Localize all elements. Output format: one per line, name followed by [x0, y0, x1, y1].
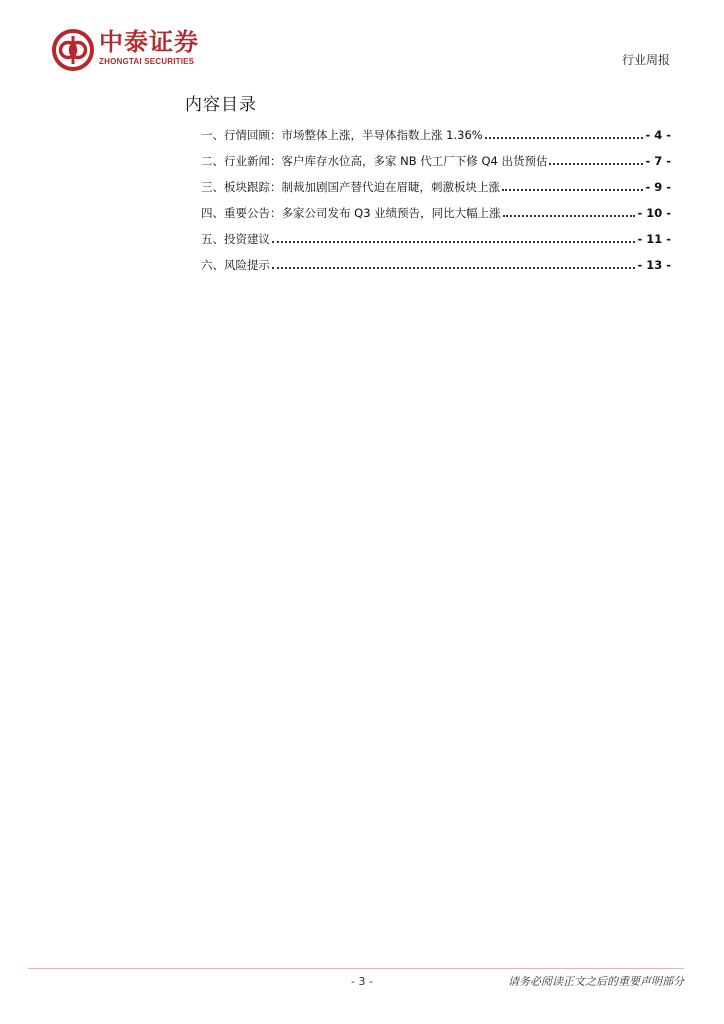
toc-entry-page: - 4 -: [645, 128, 671, 142]
toc-entry[interactable]: [201, 232, 671, 258]
toc-entry[interactable]: [201, 180, 671, 206]
toc-entry-page: - 10 -: [637, 206, 671, 220]
toc-leader-dots: [502, 189, 643, 191]
toc-entry-title: 一、行情回顾：市场整体上涨，半导体指数上涨 1.36%: [201, 128, 483, 142]
toc-entry[interactable]: [201, 258, 671, 284]
page-header: [0, 0, 724, 80]
toc-title: 内容目录: [185, 95, 257, 115]
toc-entry-page: - 11 -: [637, 232, 671, 246]
footer-disclaimer: 请务必阅读正文之后的重要声明部分: [508, 975, 684, 988]
toc-entry-title: 四、重要公告：多家公司发布 Q3 业绩预告，同比大幅上涨: [201, 206, 501, 220]
footer-divider: [28, 968, 684, 969]
logo-english-name: ZHONGTAI SECURITIES: [99, 57, 195, 66]
table-of-contents: [201, 128, 671, 284]
toc-entry-page: - 9 -: [645, 180, 671, 194]
toc-entry-page: - 13 -: [637, 258, 671, 272]
toc-leader-dots: [503, 215, 636, 217]
toc-entry-title: 六、风险提示: [201, 258, 270, 272]
toc-entry[interactable]: [201, 128, 671, 154]
toc-entry[interactable]: [201, 206, 671, 232]
toc-leader-dots: [485, 137, 644, 139]
toc-entry-title: 三、板块跟踪：制裁加剧国产替代迫在眉睫，刺激板块上涨: [201, 180, 500, 194]
toc-entry-page: - 7 -: [645, 154, 671, 168]
toc-entry-title: 五、投资建议: [201, 232, 270, 246]
report-type-label: 行业周报: [621, 53, 670, 67]
page-number: - 3 -: [351, 975, 373, 988]
toc-leader-dots: [272, 267, 635, 269]
toc-entry[interactable]: [201, 154, 671, 180]
toc-entry-title: 二、行业新闻：客户库存水位高，多家 NB 代工厂下修 Q4 出货预估: [201, 154, 548, 168]
toc-leader-dots: [272, 241, 635, 243]
toc-leader-dots: [549, 163, 643, 165]
zhongtai-logo-icon: [52, 29, 94, 71]
logo-chinese-name: 中泰证券: [99, 28, 199, 56]
